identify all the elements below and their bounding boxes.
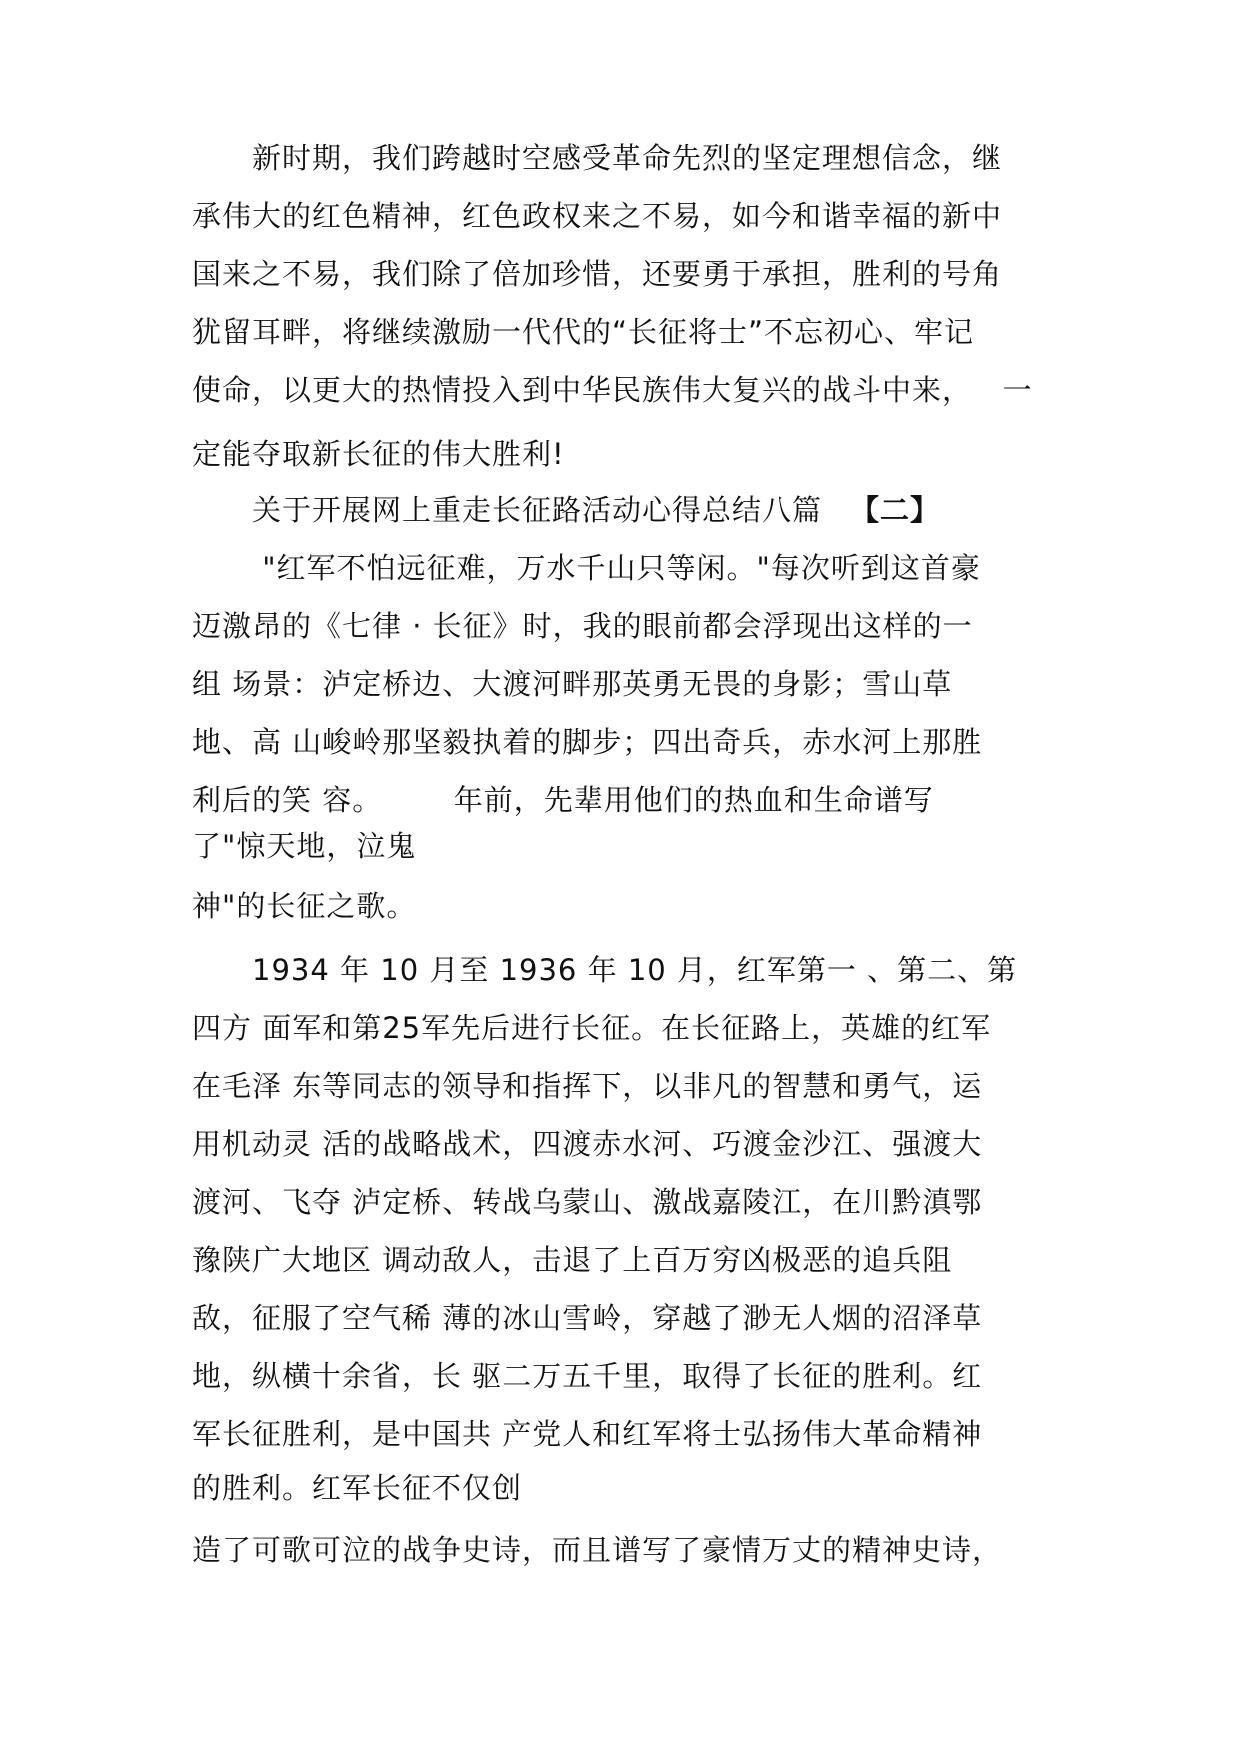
text-line: 地、高 山峻岭那坚毅执着的脚步；四出奇兵，赤水河上那胜: [192, 725, 983, 759]
text-line: 豫陕广大地区 调动敌人，击退了上百万穷凶极恶的追兵阻: [192, 1243, 953, 1277]
text-line: 承伟大的红色精神，红色政权来之不易，如今和谐幸福的新中: [192, 199, 1003, 233]
text-line: 犹留耳畔，将继续激励一代代的“长征将士”不忘初心、牢记: [192, 315, 975, 349]
text-line: 国来之不易，我们除了倍加珍惜，还要勇于承担，胜利的号角: [192, 257, 1003, 291]
text-line: 敌，征服了空气稀 薄的冰山雪岭，穿越了渺无人烟的沼泽草: [192, 1301, 983, 1335]
text-line: 在毛泽 东等同志的领导和指挥下，以非凡的智慧和勇气，运: [192, 1069, 983, 1103]
text-line: 组 场景：泸定桥边、大渡河畔那英勇无畏的身影；雪山草: [192, 667, 953, 701]
section-heading: [252, 490, 940, 530]
text-line: 利后的笑 容。 年前，先辈用他们的热血和生命谱写: [192, 783, 934, 817]
text-line: 地，纵横十余省，长 驱二万五千里，取得了长征的胜利。红: [192, 1359, 983, 1393]
text-line: 新时期，我们跨越时空感受革命先烈的坚定理想信念，继: [252, 141, 1003, 175]
text-line: 军长征胜利，是中国共 产党人和红军将士弘扬伟大革命精神: [192, 1417, 983, 1451]
text-line: 的胜利。红军长征不仅创: [192, 1471, 523, 1505]
section-heading-title: 关于开展网上重走长征路活动心得总结八篇: [252, 493, 823, 527]
text-line: 迈激昂的《七律 · 长征》时，我的眼前都会浮现出这样的一: [192, 609, 973, 643]
text-line: 使命，以更大的热情投入到中华民族伟大复兴的战斗中来， 一: [192, 373, 1033, 407]
text-line: 四方 面军和第25军先后进行长征。在长征路上，英雄的红军: [192, 1011, 992, 1045]
text-line: 了"惊天地，泣鬼: [192, 829, 417, 863]
text-line: 1934 年 10 月至 1936 年 10 月，红军第一 、第二、第: [252, 953, 1018, 987]
text-line: 神"的长征之歌。: [192, 889, 417, 923]
text-line: 渡河、飞夺 泸定桥、转战乌蒙山、激战嘉陵江，在川黔滇鄂: [192, 1185, 983, 1219]
text-line: 定能夺取新长征的伟大胜利!: [192, 437, 565, 471]
text-line: 用机动灵 活的战略战术，四渡赤水河、巧渡金沙江、强渡大: [192, 1127, 983, 1161]
text-line: "红军不怕远征难，万水千山只等闲。"每次听到这首豪: [252, 551, 981, 585]
text-line: 造了可歌可泣的战争史诗，而且谱写了豪情万丈的精神史诗，: [192, 1533, 1003, 1567]
section-heading-number: 【二】: [850, 493, 941, 527]
